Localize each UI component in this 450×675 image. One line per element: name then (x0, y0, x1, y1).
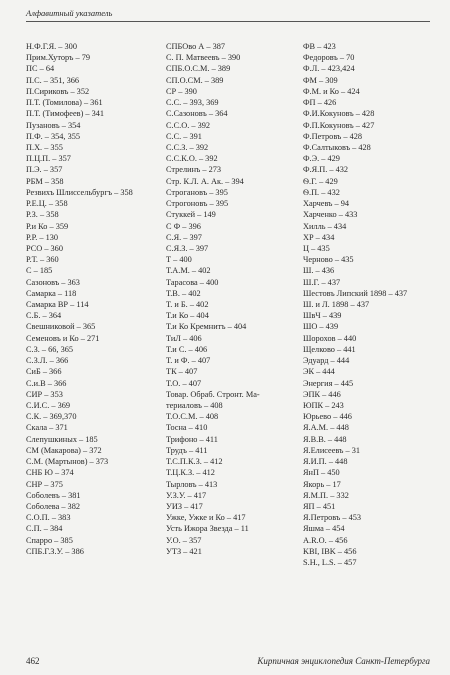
index-entry: Р.З. – 358 (26, 210, 59, 220)
index-entry: Т.и Ко Кремнитъ – 404 (166, 322, 247, 332)
index-entry: СНБ Ю – 374 (26, 468, 74, 478)
index-entry: Я.М.П. – 332 (303, 490, 349, 500)
index-entry: С.З. – 66, 365 (26, 344, 74, 354)
index-entry: S.H., L.S. – 457 (303, 558, 357, 568)
index-entry: ЯП – 451 (303, 501, 336, 511)
index-entry: Ш. и Л. 1898 – 437 (303, 300, 370, 310)
index-entry: П.Ф. – 354, 355 (26, 131, 81, 141)
index-entry: Трифоно – 411 (166, 434, 218, 444)
index-entry: Я.В.В. – 448 (303, 434, 347, 444)
index-entry: Т.С.П.К.З. – 412 (166, 457, 223, 467)
index-entry: Черново – 435 (303, 255, 354, 265)
index-entry: С.Б. – 364 (26, 311, 62, 321)
index-entry: ФВ – 423 (303, 42, 336, 51)
index-entry: С.Я. – 397 (166, 232, 202, 242)
index-entry: Р.Е.Ц. – 358 (26, 199, 68, 209)
index-entry: KBI, IBK – 456 (303, 546, 357, 556)
index-entry: Шестовъ Липский 1898 – 437 (303, 288, 408, 298)
index-entry: У.З.У. – 417 (166, 490, 207, 500)
index-entry: Ф.Салтыковъ – 428 (303, 142, 371, 152)
index-entry: С – 185 (26, 266, 53, 276)
index-entry: Строгановъ – 395 (166, 187, 228, 197)
index-entry: Соболева – 382 (26, 501, 80, 511)
index-entry: Т.О.С.М. – 408 (166, 412, 219, 422)
index-entry: териаловъ – 408 (166, 401, 223, 410)
index-entry: ЯнП – 450 (303, 468, 340, 478)
index-entry: С.Я.З. – 397 (166, 243, 209, 253)
index-entry: ЮПК – 243 (303, 401, 344, 410)
index-entry: ФМ – 309 (303, 75, 338, 85)
index-entry: Ѳ.П. – 432 (303, 187, 340, 197)
index-entry: С.С.К.О. – 392 (166, 154, 218, 164)
index-entry: Ф.Петровъ – 428 (303, 131, 363, 141)
index-entry: Ф.Э. – 429 (303, 154, 340, 164)
index-entry: Ц – 435 (303, 243, 330, 253)
index-entry: ФП – 426 (303, 98, 337, 108)
index-entry: С.М. (Мартынов) – 373 (26, 457, 109, 467)
index-entry: Т.О. – 407 (166, 378, 202, 388)
index-entry: РБМ – 358 (26, 176, 64, 186)
index-entry: С.Сазоновъ – 364 (166, 109, 228, 119)
index-entry: Т. и Б. – 402 (166, 300, 209, 310)
index-entry: Пузановъ – 354 (26, 120, 81, 130)
index-entry: Ф.М. и Ко – 424 (303, 86, 360, 96)
index-entry: Шорохов – 440 (303, 333, 357, 343)
index-entry: Энергия – 445 (303, 378, 354, 388)
index-entry: ПС – 64 (26, 64, 55, 74)
index-entry: СНР – 375 (26, 479, 63, 489)
index-entry: ШО – 439 (303, 322, 339, 332)
index-entry: Ф.И.Кокуновъ – 428 (303, 109, 375, 119)
index-entry: П.С. – 351, 366 (26, 75, 80, 85)
index-entry: Яшма – 454 (303, 524, 345, 534)
index-entry: Т.В. – 402 (166, 288, 201, 298)
index-entry: Тосна – 410 (166, 423, 208, 433)
index-entry: Ш.Г. – 437 (303, 277, 341, 287)
index-entry: С.и.В – 366 (26, 378, 67, 388)
page-number: 462 (26, 656, 40, 666)
index-entry: С Ф – 396 (166, 221, 201, 231)
index-entry: Я.И.П. – 448 (303, 457, 348, 467)
index-entry: У.О. – 357 (166, 535, 202, 545)
index-entry: Р.Т. – 360 (26, 255, 59, 265)
index-entry: Строгоновъ – 395 (166, 199, 229, 209)
index-entry: СР – 390 (166, 86, 197, 96)
index-entry: Стр. К.Л. А. Ак. – 394 (166, 176, 244, 186)
index-entry: ЭПК – 446 (303, 389, 341, 399)
index-entry: Я.А.М. – 448 (303, 423, 349, 433)
index-entry: Прим.Хуторъ – 79 (26, 53, 91, 63)
index-entry: СИР – 353 (26, 389, 63, 399)
index-entry: Ф.Я.П. – 432 (303, 165, 349, 175)
index-entry: СПБОво А – 387 (166, 42, 226, 51)
index-entry: Ѳ.Г. – 429 (303, 176, 338, 186)
index-entry: СП.О.СМ. – 389 (166, 75, 224, 85)
index-entry: СПБ.Г.З.У. – 386 (26, 546, 84, 556)
index-entry: Т.Ц.К.З. – 412 (166, 468, 215, 478)
index-entry: Я.Елисеевъ – 31 (303, 445, 361, 455)
index-entry: ХР – 434 (303, 232, 335, 242)
index-entry: Юрьево – 446 (303, 412, 352, 422)
index-entry: ЭК – 444 (303, 367, 335, 377)
index-entry: Тырловъ – 413 (166, 479, 218, 489)
index-entry: Т.А.М. – 402 (166, 266, 211, 276)
index-entry: Слепушкиных – 185 (26, 434, 98, 444)
index-column-2 (166, 41, 298, 557)
index-entry: Н.Ф.Г.Я. – 300 (26, 42, 77, 51)
index-entry: Ф.П.Кокуновъ – 427 (303, 120, 375, 130)
index-entry: Самарка – 118 (26, 288, 77, 298)
index-entry: Резвихъ Шлиссельбургъ – 358 (26, 187, 133, 197)
index-entry: СиБ – 366 (26, 367, 62, 377)
index-entry: СПБ.О.С.М. – 389 (166, 64, 231, 74)
index-entry: Харчевъ – 94 (303, 199, 350, 209)
index-entry: Спарро – 385 (26, 535, 73, 545)
index-entry: Стрелинъ – 273 (166, 165, 222, 175)
index-entry: Товар. Обраб. Стронт. Ма- (166, 389, 260, 399)
index-entry: УИЗ – 417 (166, 501, 203, 511)
index-entry: С.И.С. – 369 (26, 401, 71, 410)
index-entry: Я.Петровъ – 453 (303, 513, 362, 523)
index-entry: Ужке, Ужке и Ко – 417 (166, 513, 246, 523)
index-column-3 (303, 41, 435, 568)
index-entry: Т – 400 (166, 255, 192, 265)
index-entry: Трудъ – 411 (166, 445, 208, 455)
index-entry: Т.и Ко – 404 (166, 311, 209, 321)
index-entry: Федоровъ – 70 (303, 53, 355, 63)
index-entry: Р.Р. – 130 (26, 232, 59, 242)
index-entry: Т.и С. – 406 (166, 344, 208, 354)
index-entry: С.С. – 391 (166, 131, 202, 141)
index-entry: A.R.O. – 456 (303, 535, 348, 545)
index-entry: Харченко – 433 (303, 210, 358, 220)
index-entry: ШвЧ – 439 (303, 311, 342, 321)
index-entry: П.Х. – 355 (26, 142, 63, 152)
index-entry: Семеновъ и Ко – 271 (26, 333, 100, 343)
index-entry: П.Э. – 357 (26, 165, 63, 175)
index-entry: С.С.З. – 392 (166, 142, 209, 152)
index-entry: Ш. – 436 (303, 266, 335, 276)
index-entry: С.П. – 384 (26, 524, 63, 534)
index-entry: Ф.Л. – 423,424 (303, 64, 355, 74)
index-entry: Самарка ВР – 114 (26, 300, 89, 310)
index-entry: П.Т. (Томилова) – 361 (26, 98, 103, 108)
index-entry: П.Ц.П. – 357 (26, 154, 71, 164)
running-header: Алфавитный указатель (26, 8, 430, 22)
index-column-1 (26, 41, 158, 557)
index-entry: Т. и Ф. – 407 (166, 356, 211, 366)
index-entry: С.З.Л. – 366 (26, 356, 69, 366)
index-entry: П.Сириковъ – 352 (26, 86, 90, 96)
index-entry: Хилль – 434 (303, 221, 347, 231)
index-entry: СМ (Макарова) – 372 (26, 445, 102, 455)
index-entry: Усть Ижора Звезда – 11 (166, 524, 249, 534)
book-title: Кирпичная энциклопедия Санкт-Петербурга (257, 656, 430, 666)
index-entry: П.Т. (Тимофеев) – 341 (26, 109, 105, 119)
index-entry: Сазоновъ – 363 (26, 277, 80, 287)
index-entry: С.С. – 393, 369 (166, 98, 219, 108)
index-entry: Свешниковой – 365 (26, 322, 96, 332)
index-entry: С.О.П. – 383 (26, 513, 71, 523)
index-entry: Р.и Ко – 359 (26, 221, 69, 231)
index-entry: С.К. – 369,370 (26, 412, 77, 422)
index-entry: С. П. Матвеевъ – 390 (166, 53, 241, 63)
index-entry: Соболевъ – 381 (26, 490, 81, 500)
index-entry: ТиЛ – 406 (166, 333, 202, 343)
index-entry: УТЗ – 421 (166, 546, 202, 556)
index-entry: ТК – 407 (166, 367, 198, 377)
index-entry: Стуккей – 149 (166, 210, 216, 220)
index-entry: Якорь – 17 (303, 479, 341, 489)
index-entry: С.С.О. – 392 (166, 120, 211, 130)
index-entry: Тарасова – 400 (166, 277, 219, 287)
index-entry: РСО – 360 (26, 243, 63, 253)
index-entry: Эдуард – 444 (303, 356, 350, 366)
index-entry: Скала – 371 (26, 423, 68, 433)
index-entry: Щелково – 441 (303, 344, 356, 354)
